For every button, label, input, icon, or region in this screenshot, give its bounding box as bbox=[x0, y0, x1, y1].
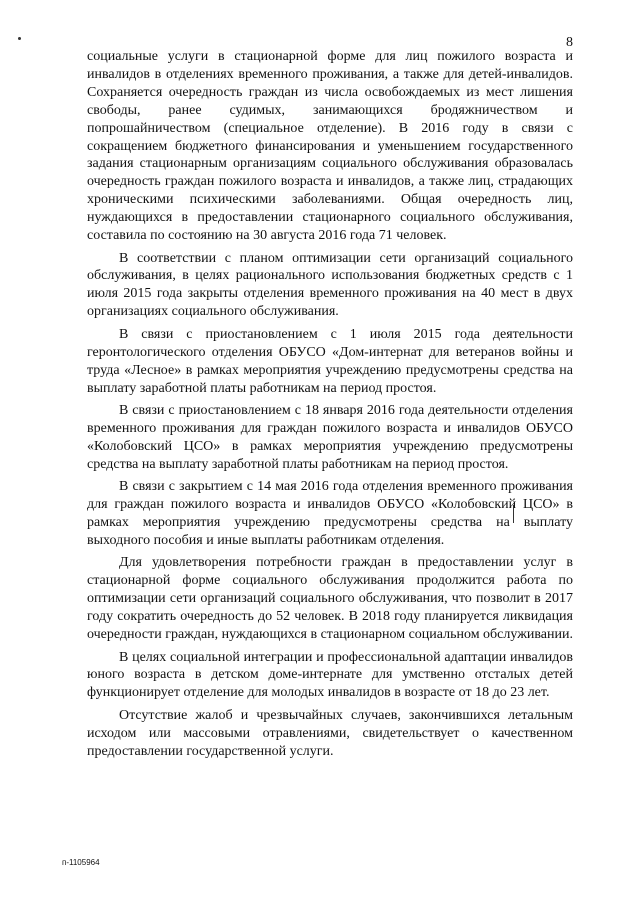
paragraph-kolobovsky-suspension: В связи с приостановлением с 18 января 2016 года деятельности отделения временного проживания для граждан пожилого возраста и инвалидов ОБУСО «Колобовский ЦСО» в рамках мероприятия учреждению предусмотрены средства на выплату заработной платы работникам на период простоя. bbox=[87, 403, 573, 472]
paragraph-continuation: социальные услуги в стационарной форме для лиц пожилого возраста и инвалидов в отделениях временного проживания, а также для детей-инвалидов. Сохраняется очередность граждан из числа освобождаемых из мест лишения свободы, ранее судимых, занимающихся бродяжничеством и попрошайничеством (специальное отделение). В 2016 году в связи с сокращением бюджетного финансирования и уменьшением государственного задания стационарным организациям социального обслуживания образовалась очередность граждан пожилого возраста и инвалидов, а также лиц, страдающих хроническими психическими заболеваниями. Общая очередность лиц, нуждающихся в предоставлении стационарного социального обслуживания, составила по состоянию на 30 августа 2016 года 71 человек. bbox=[87, 49, 573, 244]
document-code: п-1105964 bbox=[62, 858, 100, 867]
paragraph-no-complaints: Отсутствие жалоб и чрезвычайных случаев, закончившихся летальным исходом или массовыми отравлениями, свидетельствует о качественном предоставлении государственной услуги. bbox=[87, 707, 573, 759]
paragraph-queue-reduction: Для удовлетворения потребности граждан в предоставлении услуг в стационарной форме социального обслуживания продолжится работа по оптимизации сети организаций социального обслуживания, что позволит в 2017 году сократить очередность до 52 человек. В 2018 году планируется ликвидация очередности граждан, нуждающихся в стационарном социальном обслуживании. bbox=[87, 555, 573, 643]
paragraph-young-disabled: В целях социальной интеграции и профессиональной адаптации инвалидов юного возраста в детском доме-интернате для умственно отсталых детей функционирует отделение для молодых инвалидов в возрасте от 18 до 23 лет. bbox=[87, 649, 573, 701]
scan-speck bbox=[18, 37, 21, 40]
document-body bbox=[87, 48, 573, 761]
paragraph-kolobovsky-closure: В связи с закрытием с 14 мая 2016 года отделения временного проживания для граждан пожилого возраста и инвалидов ОБУСО «Колобовский ЦСО» в рамках мероприятия учреждению предусмотрены средства на выплату выходного пособия и иные выплаты работникам отделения. bbox=[87, 479, 573, 548]
page-number: 8 bbox=[566, 35, 573, 50]
paragraph-lesnoe-suspension: В связи с приостановлением с 1 июля 2015 года деятельности геронтологического отделения ОБУСО «Дом-интернат для ветеранов войны и труда «Лесное» в рамках мероприятия учреждению предусмотрены средства на выплату заработной платы работникам на период простоя. bbox=[87, 326, 573, 396]
paragraph-optimization-plan: В соответствии с планом оптимизации сети организаций социального обслуживания, в целях рационального использования бюджетных средств с 1 июля 2015 года закрыты отделения временного проживания на 40 мест в двух организациях социального обслуживания. bbox=[87, 250, 573, 320]
